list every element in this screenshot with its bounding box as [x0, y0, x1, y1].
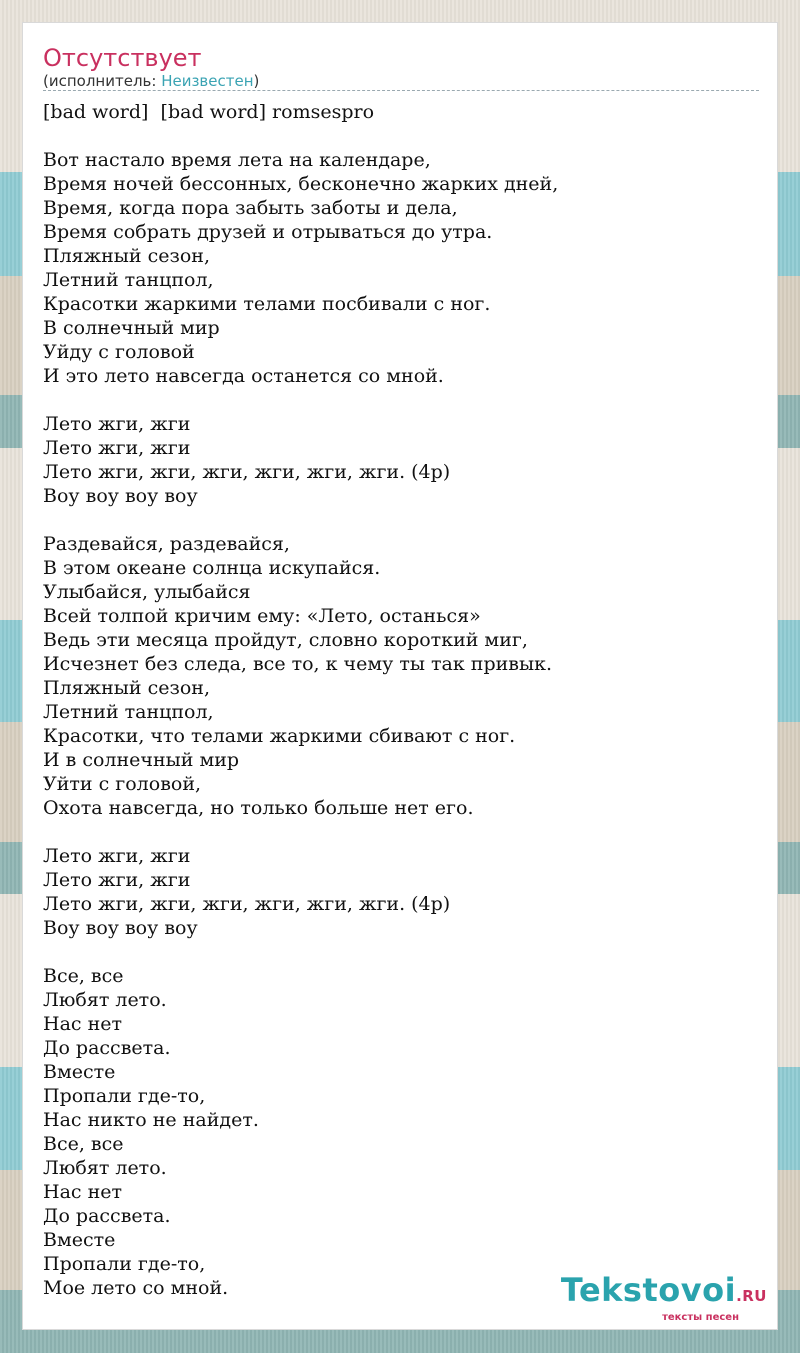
logo-name: Tekstovoi: [560, 1271, 737, 1309]
lyrics-line: Лето жги, жги: [43, 845, 191, 867]
lyrics-line: Пляжный сезон,: [43, 677, 210, 699]
lyrics-line: Исчезнет без следа, все то, к чему ты так привык.: [43, 653, 553, 675]
lyrics-line: В этом океане солнца искупайся.: [43, 557, 381, 579]
lyrics-line: Пляжный сезон,: [43, 245, 210, 267]
lyrics-blank-line: [43, 508, 759, 532]
logo-wordmark: [561, 1273, 767, 1313]
lyrics-line: Красотки жаркими телами посбивали с ног.: [43, 293, 491, 315]
lyrics-line: И это лето навсегда останется со мной.: [43, 365, 444, 387]
lyrics-line: Нас нет: [43, 1013, 122, 1035]
lyrics-line: Ведь эти месяца пройдут, словно короткий миг,: [43, 629, 528, 651]
lyrics-line: И в солнечный мир: [43, 749, 240, 771]
artist-link[interactable]: Неизвестен: [161, 72, 254, 90]
lyrics-line: Лето жги, жги: [43, 437, 191, 459]
lyrics-text: [43, 100, 759, 1300]
song-title: Отсутствует: [43, 44, 202, 72]
artist-suffix: ): [253, 72, 260, 90]
artist-line: [43, 71, 259, 91]
lyrics-line: [bad word] [bad word] romsespro: [43, 101, 375, 123]
site-logo[interactable]: [561, 1273, 767, 1323]
lyrics-line: Воу воу воу воу: [43, 917, 198, 939]
lyrics-line: Пропали где-то,: [43, 1253, 206, 1275]
lyrics-blank-line: [43, 388, 759, 412]
lyrics-line: Вот настало время лета на календаре,: [43, 149, 431, 171]
lyrics-line: Нас нет: [43, 1181, 122, 1203]
lyrics-line: Летний танцпол,: [43, 269, 214, 291]
lyrics-line: Пропали где-то,: [43, 1085, 206, 1107]
lyrics-line: До рассвета.: [43, 1037, 171, 1059]
lyrics-line: Все, все: [43, 965, 124, 987]
lyrics-line: Все, все: [43, 1133, 124, 1155]
lyrics-line: Охота навсегда, но только больше нет его.: [43, 797, 474, 819]
lyrics-card: [22, 22, 778, 1330]
lyrics-line: Красотки, что телами жаркими сбивают с ног.: [43, 725, 516, 747]
lyrics-line: Время, когда пора забыть заботы и дела,: [43, 197, 458, 219]
lyrics-blank-line: [43, 820, 759, 844]
logo-tld: .RU: [736, 1287, 767, 1305]
lyrics-line: Лето жги, жги, жги, жги, жги, жги. (4р): [43, 893, 451, 915]
lyrics-line: Мое лето со мной.: [43, 1277, 229, 1299]
lyrics-line: Улыбайся, улыбайся: [43, 581, 251, 603]
lyrics-line: Уйду с головой: [43, 341, 195, 363]
lyrics-line: Раздевайся, раздевайся,: [43, 533, 290, 555]
artist-prefix: (исполнитель:: [43, 72, 162, 90]
divider: [43, 90, 759, 91]
logo-tagline: тексты песен: [662, 1312, 739, 1323]
lyrics-line: Любят лето.: [43, 989, 167, 1011]
lyrics-line: Уйти с головой,: [43, 773, 202, 795]
lyrics-line: Нас никто не найдет.: [43, 1109, 259, 1131]
lyrics-line: Вместе: [43, 1061, 116, 1083]
lyrics-line: Воу воу воу воу: [43, 485, 198, 507]
lyrics-line: Вместе: [43, 1229, 116, 1251]
lyrics-line: Любят лето.: [43, 1157, 167, 1179]
lyrics-line: До рассвета.: [43, 1205, 171, 1227]
lyrics-line: Всей толпой кричим ему: «Лето, останься»: [43, 605, 481, 627]
lyrics-line: Время собрать друзей и отрываться до утра.: [43, 221, 493, 243]
lyrics-line: Время ночей бессонных, бесконечно жарких дней,: [43, 173, 559, 195]
lyrics-line: Лето жги, жги: [43, 413, 191, 435]
lyrics-blank-line: [43, 940, 759, 964]
lyrics-blank-line: [43, 124, 759, 148]
lyrics-line: Лето жги, жги, жги, жги, жги, жги. (4р): [43, 461, 451, 483]
lyrics-line: Лето жги, жги: [43, 869, 191, 891]
lyrics-line: Летний танцпол,: [43, 701, 214, 723]
lyrics-line: В солнечный мир: [43, 317, 220, 339]
